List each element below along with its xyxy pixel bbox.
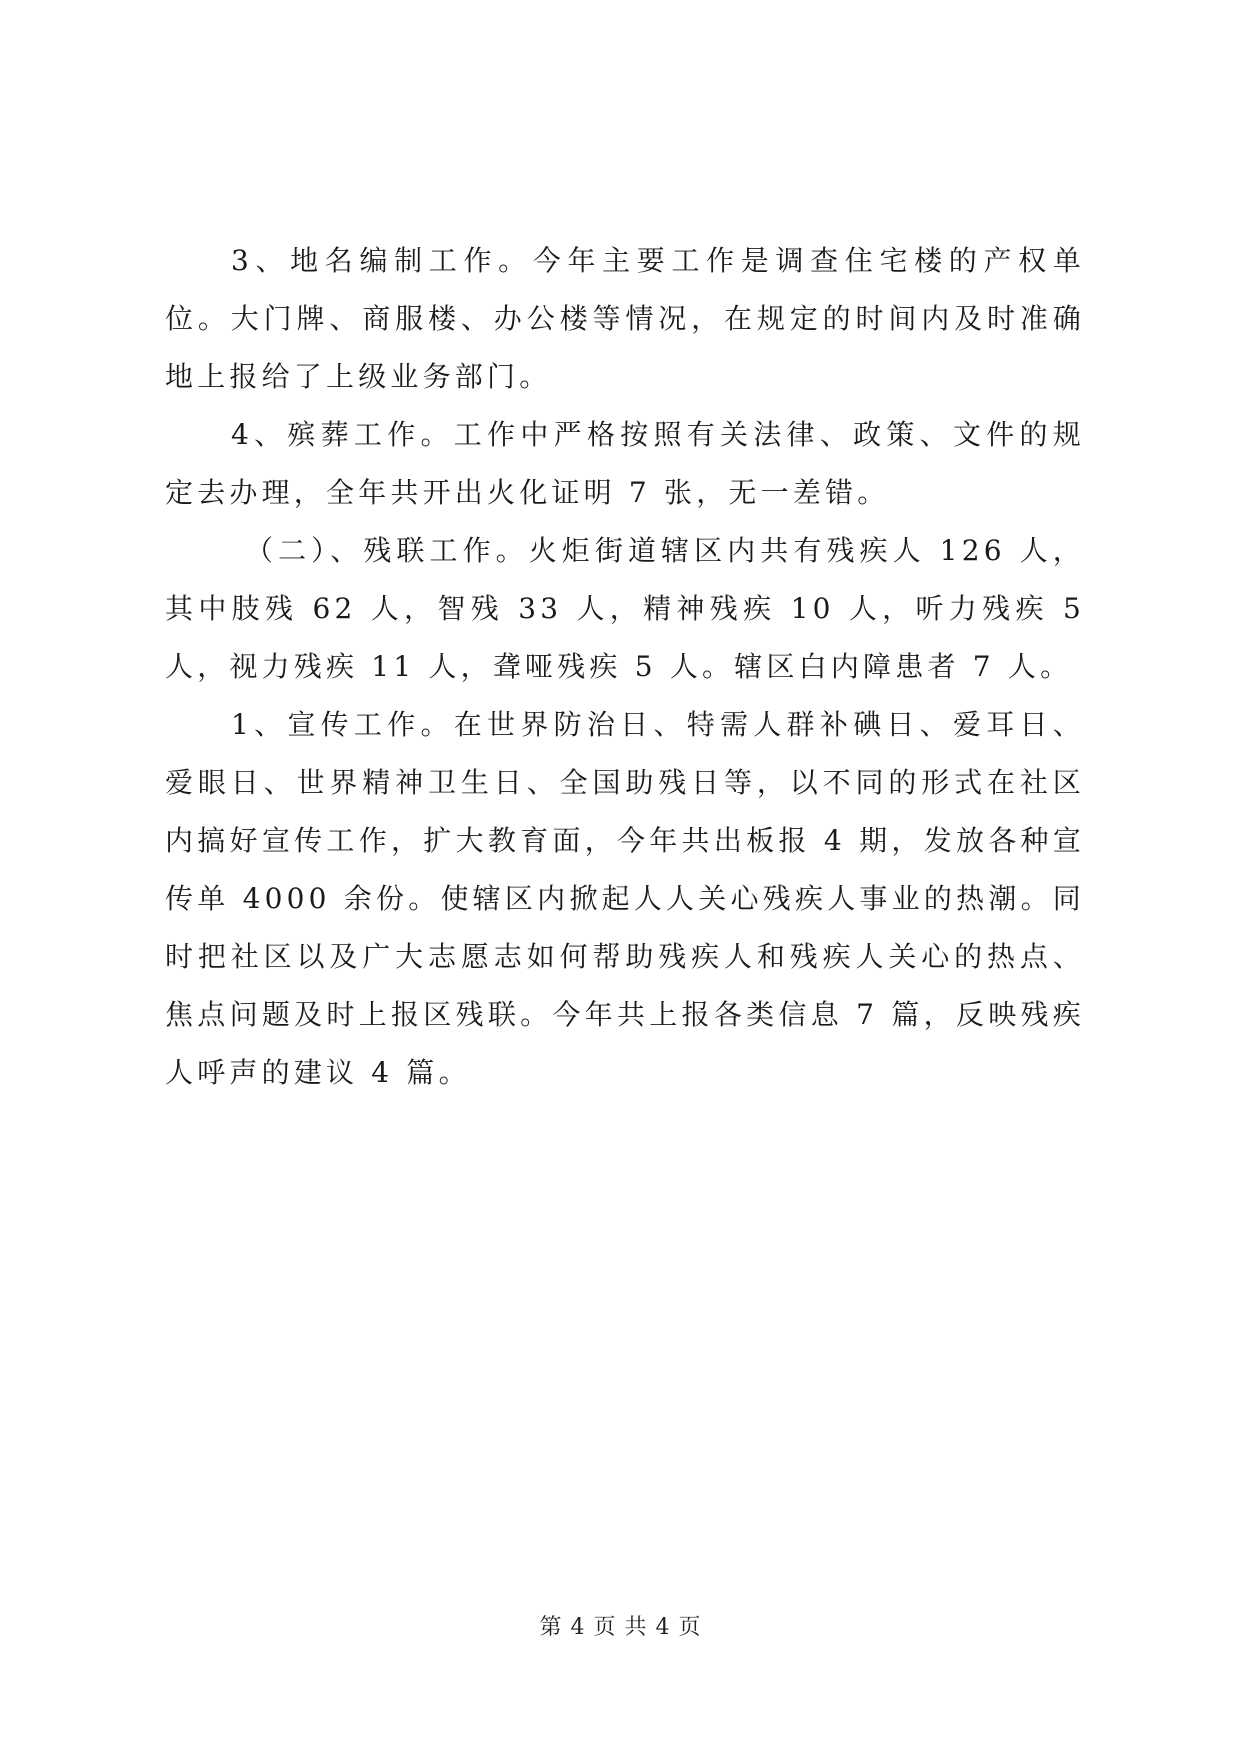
paragraph-place-naming: 3、地名编制工作。今年主要工作是调查住宅楼的产权单位。大门牌、商服楼、办公楼等情况，在规定的时间内及时准确地上报给了上级业务部门。 bbox=[165, 244, 1085, 393]
paragraph-publicity-work: 1、宣传工作。在世界防治日、特需人群补碘日、爱耳日、爱眼日、世界精神卫生日、全国助残日等，以不同的形式在社区内搞好宣传工作，扩大教育面，今年共出板报 4 期，发放各种宣传单 4000 余份。使辖区内掀起人人关心残疾人事业的热潮。同时把社区以及广大志愿志如何帮助残疾人和残疾人关心的热点、焦点问题及时上报区残联。今年共上报各类信息 7 篇，反映残疾人呼声的建议 4 篇。 bbox=[165, 708, 1085, 1089]
page-footer: 第 4 页 共 4 页 bbox=[539, 1615, 702, 1640]
paragraph-disability-federation: （二）、残联工作。火炬街道辖区内共有残疾人 126 人，其中肢残 62 人，智残 33 人，精神残疾 10 人，听力残疾 5 人，视力残疾 11 人，聋哑残疾 5 人。辖区白内障患者 7 人。 bbox=[165, 534, 1085, 683]
document-body bbox=[165, 232, 1085, 1102]
paragraph-funeral-work: 4、殡葬工作。工作中严格按照有关法律、政策、文件的规定去办理，全年共开出火化证明 7 张，无一差错。 bbox=[165, 418, 1085, 509]
